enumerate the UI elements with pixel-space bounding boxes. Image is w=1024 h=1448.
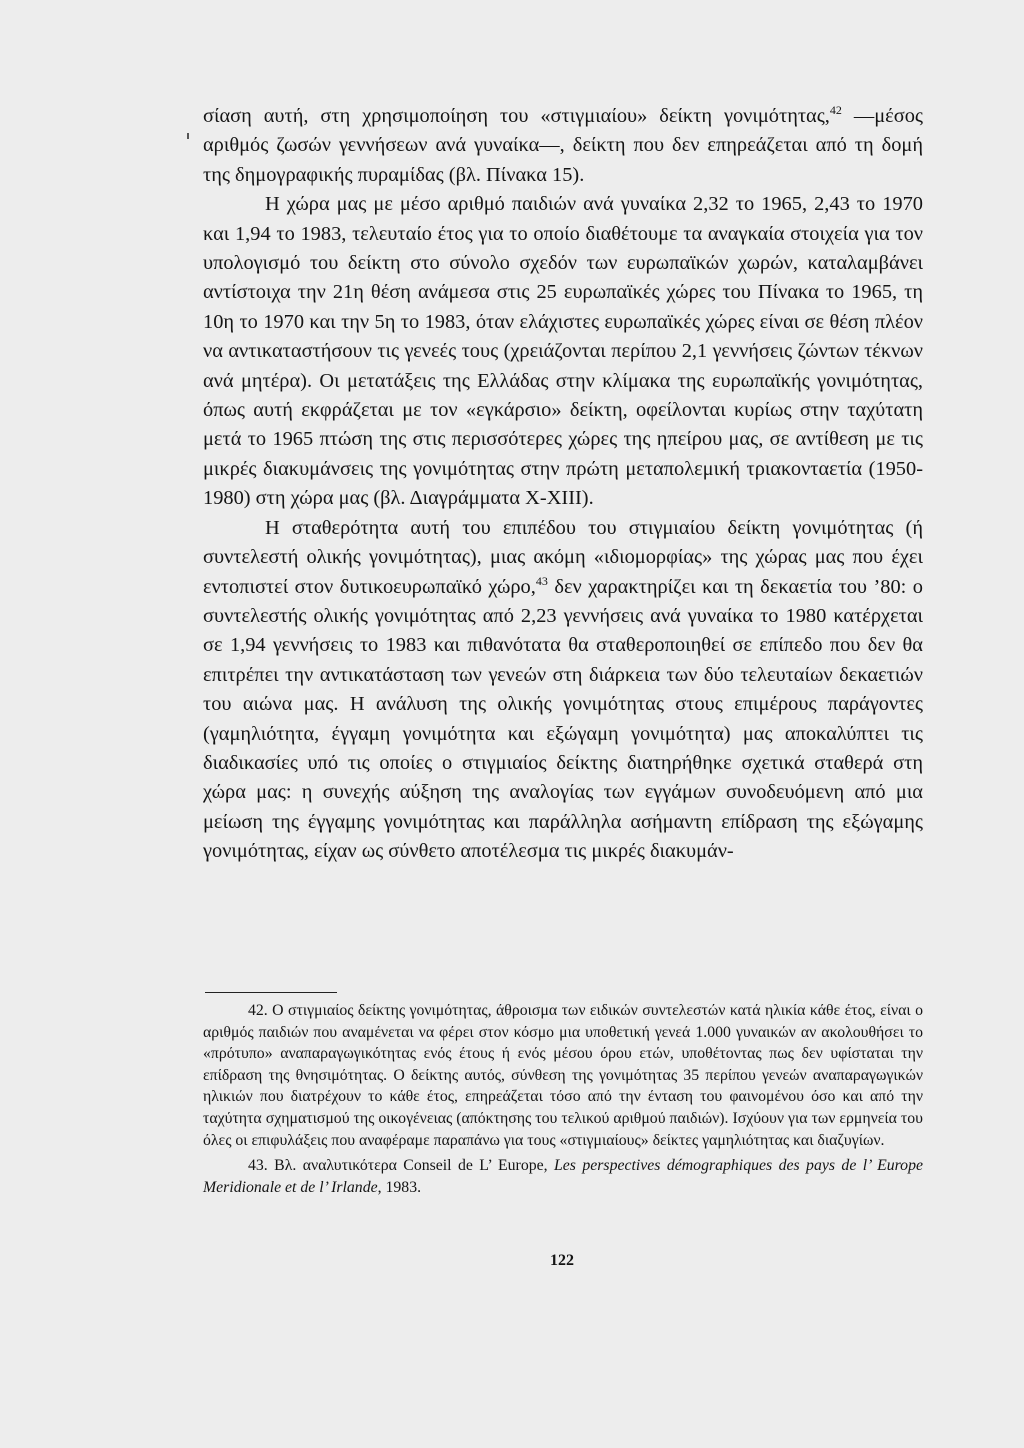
footnote-ref-42[interactable]: 42 [829,103,842,118]
footnote-ref-43[interactable]: 43 [535,573,548,588]
footnote-42: 42. Ο στιγμιαίος δείκτης γονιμότητας, άθροισμα των ειδικών συντελεστών κατά ηλικία κάθε έτος, είναι ο αριθμός παιδιών που αναμένεται να φέρει στον κόσμο μια υποθετική γενεά 1.000 γυναικών αν ακολουθήσει το «πρότυπο» αναπαραγωγικότητας ενός έτους ή ενός μέσου όρου ετών, υποθέτοντας πως δεν υφίσταται την επίδραση της θνησιμότητας. Ο δείκτης αυτός, σύνθεση της γονιμότητας 35 περίπου γενεών αναπαραγωγικών ηλικιών που διατρέχουν το κάθε έτος, επηρεάζεται τόσο από την ένταση του φαινομένου όσο και από την ταχύτητα σχηματισμού της οικογένειας (απόκτησης του τελικού αριθμού παιδιών). Ισχύουν για των ερμηνεία του όλες οι επιφυλάξεις που αναφέραμε παραπάνω για τους «στιγμιαίους» δείκτες γαμηλιότητας και διαζυγίων. [203,1002,923,1149]
scan-speck [187,133,189,139]
body-text [203,102,923,867]
page-number: 122 [550,1252,574,1269]
footnote-separator [205,992,337,993]
footnotes [203,1000,923,1202]
paragraph-3: Η σταθερότητα αυτή του επιπέδου του στιγμιαίου δείκτη γονιμότητας (ή συντελεστή ολικής γονιμότητας), μιας ακόμη «ιδιομορφίας» της χώρας μας που έχει εντοπιστεί στον δυτικοευρωπαϊκό χώρο,$^{43}$ δεν χαρακτηρίζει και τη δεκαετία του ’80: ο συντελεστής ολικής γονιμότητας από 2,23 γεννήσεις ανά γυναίκα το 1980 κατέρχεται σε 1,94 γεννήσεις το 1983 και πιθανότατα θα σταθεροποιηθεί σε επίπεδο που δεν θα επιτρέπει την αντικατάσταση των γενεών στη διάρκεια των δύο τελευταίων δεκαετιών του αιώνα μας. Η ανάλυση της ολικής γονιμότητας στους επιμέρους παράγοντες (γαμηλιότητα, έγγαμη γονιμότητα και εξώγαμη γονιμότητα) μας αποκαλύπτει τις διαδικασίες υπό τις οποίες ο στιγμιαίος δείκτης διατηρήθηκε σχετικά σταθερά στη χώρα μας: η συνεχής αύξηση της αναλογίας των εγγάμων συνοδευόμενη από μια μείωση της έγγαμης γονιμότητας και παράλληλα ασήμαντη επίδραση της εξώγαμης γονιμότητας, είχαν ως σύνθετο αποτέλεσμα τις μικρές διακυμάν- [203,516,924,863]
footnote-43: 43. Βλ. αναλυτικότερα Conseil de L’ Europe, Les perspectives démographiques des pays de l’ Europe Meridionale et de l’ Irlande, 1983. [203,1157,923,1196]
paragraph-1: σίαση αυτή, στη χρησιμοποίηση του «στιγμιαίου» δείκτη γονιμότητας,$^{42}$ —μέσος αριθμός ζωσών γεννήσεων ανά γυναίκα—, δείκτη που δεν επηρεάζεται από τη δομή της δημογραφικής πυραμίδας (βλ. Πίνακα 15). [203,103,924,186]
paragraph-2: Η χώρα μας με μέσο αριθμό παιδιών ανά γυναίκα 2,32 το 1965, 2,43 το 1970 και 1,94 το 1983, τελευταίο έτος για το οποίο διαθέτουμε τα αναγκαία στοιχεία για τον υπολογισμό του δείκτη στο σύνολο σχεδόν των ευρωπαϊκών χωρών, καταλαμβάνει αντίστοιχα την 21η θέση ανάμεσα στις 25 ευρωπαϊκές χώρες του Πίνακα το 1965, τη 10η το 1970 και την 5η το 1983, όταν ελάχιστες ευρωπαϊκές χώρες είναι σε θέση πλέον να αντικαταστήσουν τις γενεές τους (χρειάζονται περίπου 2,1 γεννήσεις ζώντων τέκνων ανά μητέρα). Οι μετατάξεις της Ελλάδας στην κλίμακα της ευρωπαϊκής γονιμότητας, όπως αυτή εκφράζεται με τον «εγκάρσιο» δείκτη, οφείλονται κυρίως στην ταχύτατη μετά το 1965 πτώση της στις περισσότερες χώρες της ηπείρου μας, σε αντίθεση με τις μικρές διακυμάνσεις της γονιμότητας στην πρώτη μεταπολεμική τριακονταετία (1950-1980) στη χώρα μας (βλ. Διαγράμματα Χ-ΧΙΙΙ). [203,193,923,510]
cited-title: Les perspectives démographiques des pays de l’ Europe Meridionale et de l’ Irlande [203,1157,923,1196]
